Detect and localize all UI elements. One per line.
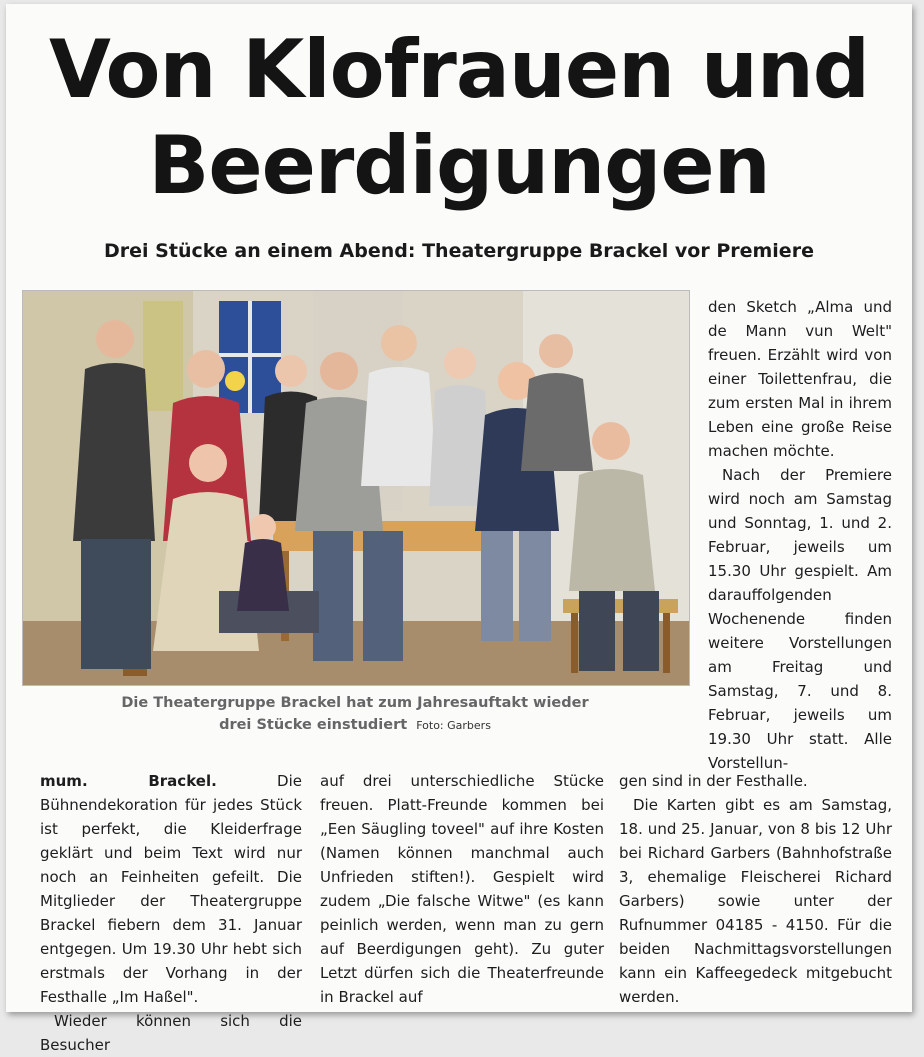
newspaper-clipping [6,4,912,1054]
caption-line-1: Die Theatergruppe Brackel hat zum Jahresauftakt wieder [121,695,589,711]
headline [6,22,912,214]
paragraph: Die Karten gibt es am Samstag, 18. und 25. Januar, von 8 bis 12 Uhr bei Richard Garbers (Bahnhofstraße 3, ehemalige Fleischerei Richard Garbers) sowie unter der Rufnummer 04185 - 4150. Für die beiden Nachmittagsvorstellungen kann ein Kaffeegedeck mitgebucht werden. [619,796,892,1006]
paragraph-text: Die Bühnendekoration für jedes Stück ist perfekt, die Kleiderfrage geklärt und beim Text wird nur noch an Feinheiten gefeilt. Die Mitglieder der Theatergruppe Brackel fiebern dem 31. Januar entgegen. Um 19.30 Uhr hebt sich erstmals der Vorhang in der Festhalle „Im Haßel". [40,772,302,1006]
group-photo-illustration [23,291,689,685]
paragraph: auf drei unterschiedliche Stücke freuen. Platt-Freunde kommen bei „Een Säugling toveel" auf ihre Kosten (Namen können manchmal auch Unfrieden stiften!). Gespielt wird zudem „Die falsche Witwe" (es kann peinlich werden, wenn man zu gern auf Beerdigungen geht). Zu guter Letzt dürfen sich die Theaterfreunde in Brackel auf [320,772,604,1006]
group-photo [22,290,690,686]
paragraph [40,769,302,1009]
headline-line-1: Von Klofrauen und [48,23,870,116]
caption-line-2: drei Stücke einstudiert [219,717,408,733]
article-column-3-bottom [619,769,892,1009]
paragraph: den Sketch „Alma und de Mann vun Welt" freuen. Erzählt wird von einer Toilettenfrau, die zum ersten Mal in ihrem Leben eine große Reise machen möchte. [708,298,892,460]
dateline: mum. Brackel. [40,772,217,790]
paragraph: Wieder können sich die Besucher [40,1012,302,1054]
paragraph: gen sind in der Festhalle. [619,772,808,790]
headline-line-2: Beerdigungen [148,119,770,212]
subheadline: Drei Stücke an einem Abend: Theatergruppe Brackel vor Premiere [104,240,814,262]
article-column-3-top [708,295,892,775]
article-column-1 [40,769,302,1057]
article-column-2 [320,769,604,1009]
paragraph: Nach der Premiere wird noch am Samstag und Sonntag, 1. und 2. Februar, jeweils um 15.30 Uhr gespielt. Am darauffolgenden Wochenende finden weitere Vorstellungen am Freitag und Samstag, 7. und 8. Februar, jeweils um 19.30 Uhr statt. Alle Vorstellun- [708,466,892,772]
photo-caption [22,692,688,737]
photo-credit: Foto: Garbers [416,719,491,732]
